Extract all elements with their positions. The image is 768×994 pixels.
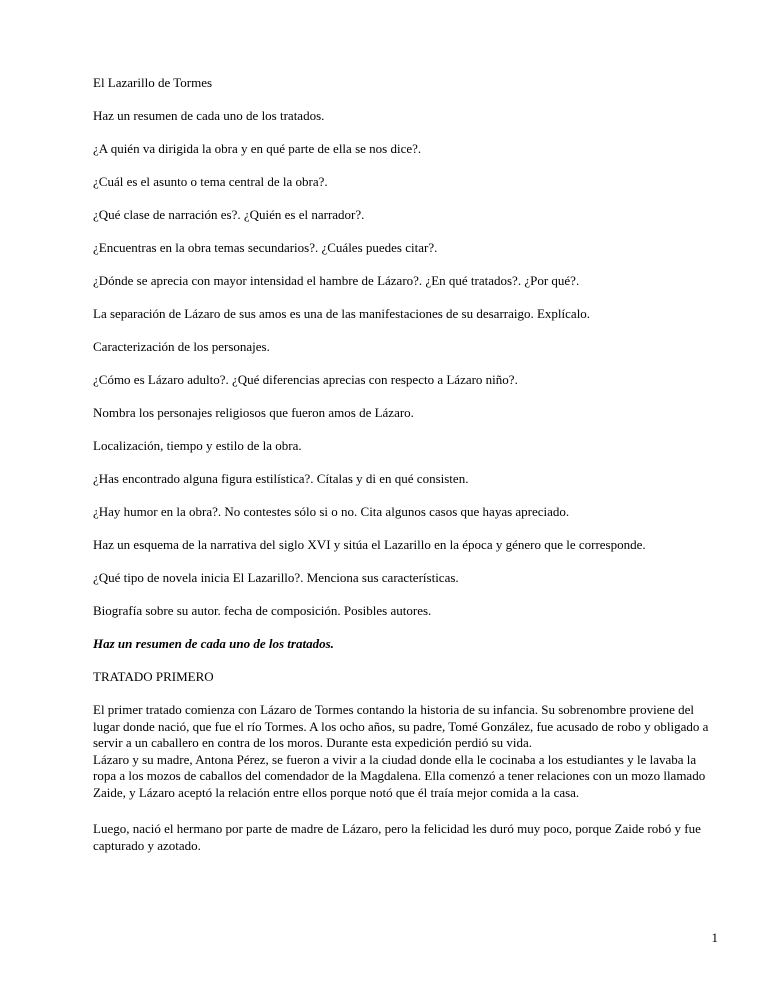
question-line: ¿Qué clase de narración es?. ¿Quién es el narrador?. [93, 207, 365, 222]
question-line: Localización, tiempo y estilo de la obra. [93, 438, 302, 453]
question-line: Haz un esquema de la narrativa del siglo XVI y sitúa el Lazarillo en la época y género que le corresponde. [93, 537, 646, 552]
question-line: ¿Hay humor en la obra?. No contestes sólo si o no. Cita algunos casos que hayas apreciado. [93, 504, 570, 519]
question-line: La separación de Lázaro de sus amos es una de las manifestaciones de su desarraigo. Explícalo. [93, 306, 591, 321]
question-line: ¿Has encontrado alguna figura estilística?. Cítalas y di en qué consisten. [93, 471, 469, 486]
question-line: ¿A quién va dirigida la obra y en qué parte de ella se nos dice?. [93, 141, 422, 156]
question-line: ¿Qué tipo de novela inicia El Lazarillo?. Menciona sus características. [93, 570, 459, 585]
question-line: Caracterización de los personajes. [93, 339, 270, 354]
question-line: ¿Cuál es el asunto o tema central de la obra?. [93, 174, 328, 189]
question-line: Biografía sobre su autor. fecha de composición. Posibles autores. [93, 603, 432, 618]
body-paragraph: El primer tratado comienza con Lázaro de Tormes contando la historia de su infancia. Su sobrenombre proviene del lugar donde nació, que fue el río Tormes. A los ocho años, su padre, Tomé González, fue acusado de robo y obligado a servir a un caballero en contra de los moros. Durante esta expedición perdió su vida. [93, 702, 709, 750]
task-line: Haz un resumen de cada uno de los tratados. [93, 108, 325, 123]
question-line: ¿Cómo es Lázaro adulto?. ¿Qué diferencias aprecias con respecto a Lázaro niño?. [93, 372, 518, 387]
chapter-heading: TRATADO PRIMERO [93, 669, 214, 684]
section-heading-emphasis: Haz un resumen de cada uno de los tratados. [93, 636, 334, 651]
question-line: Nombra los personajes religiosos que fueron amos de Lázaro. [93, 405, 414, 420]
question-line: ¿Encuentras en la obra temas secundarios?. ¿Cuáles puedes citar?. [93, 240, 438, 255]
body-paragraph: Lázaro y su madre, Antona Pérez, se fueron a vivir a la ciudad donde ella le cocinaba a los estudiantes y le lavaba la ropa a los mozos de caballos del comendador de la Magdalena. Ella comenzó a tener relaciones con un mozo llamado Zaide, y Lázaro aceptó la relación entre ellos porque notó que él traía mejor comida a la casa. [93, 751, 706, 800]
question-line: ¿Dónde se aprecia con mayor intensidad el hambre de Lázaro?. ¿En qué tratados?. ¿Por qué?. [93, 273, 580, 288]
body-paragraph: Luego, nació el hermano por parte de madre de Lázaro, pero la felicidad les duró muy poco, porque Zaide robó y fue capturado y azotado. [93, 821, 701, 853]
document-title-line: El Lazarillo de Tormes [93, 75, 213, 90]
page-number: 1 [711, 930, 718, 945]
